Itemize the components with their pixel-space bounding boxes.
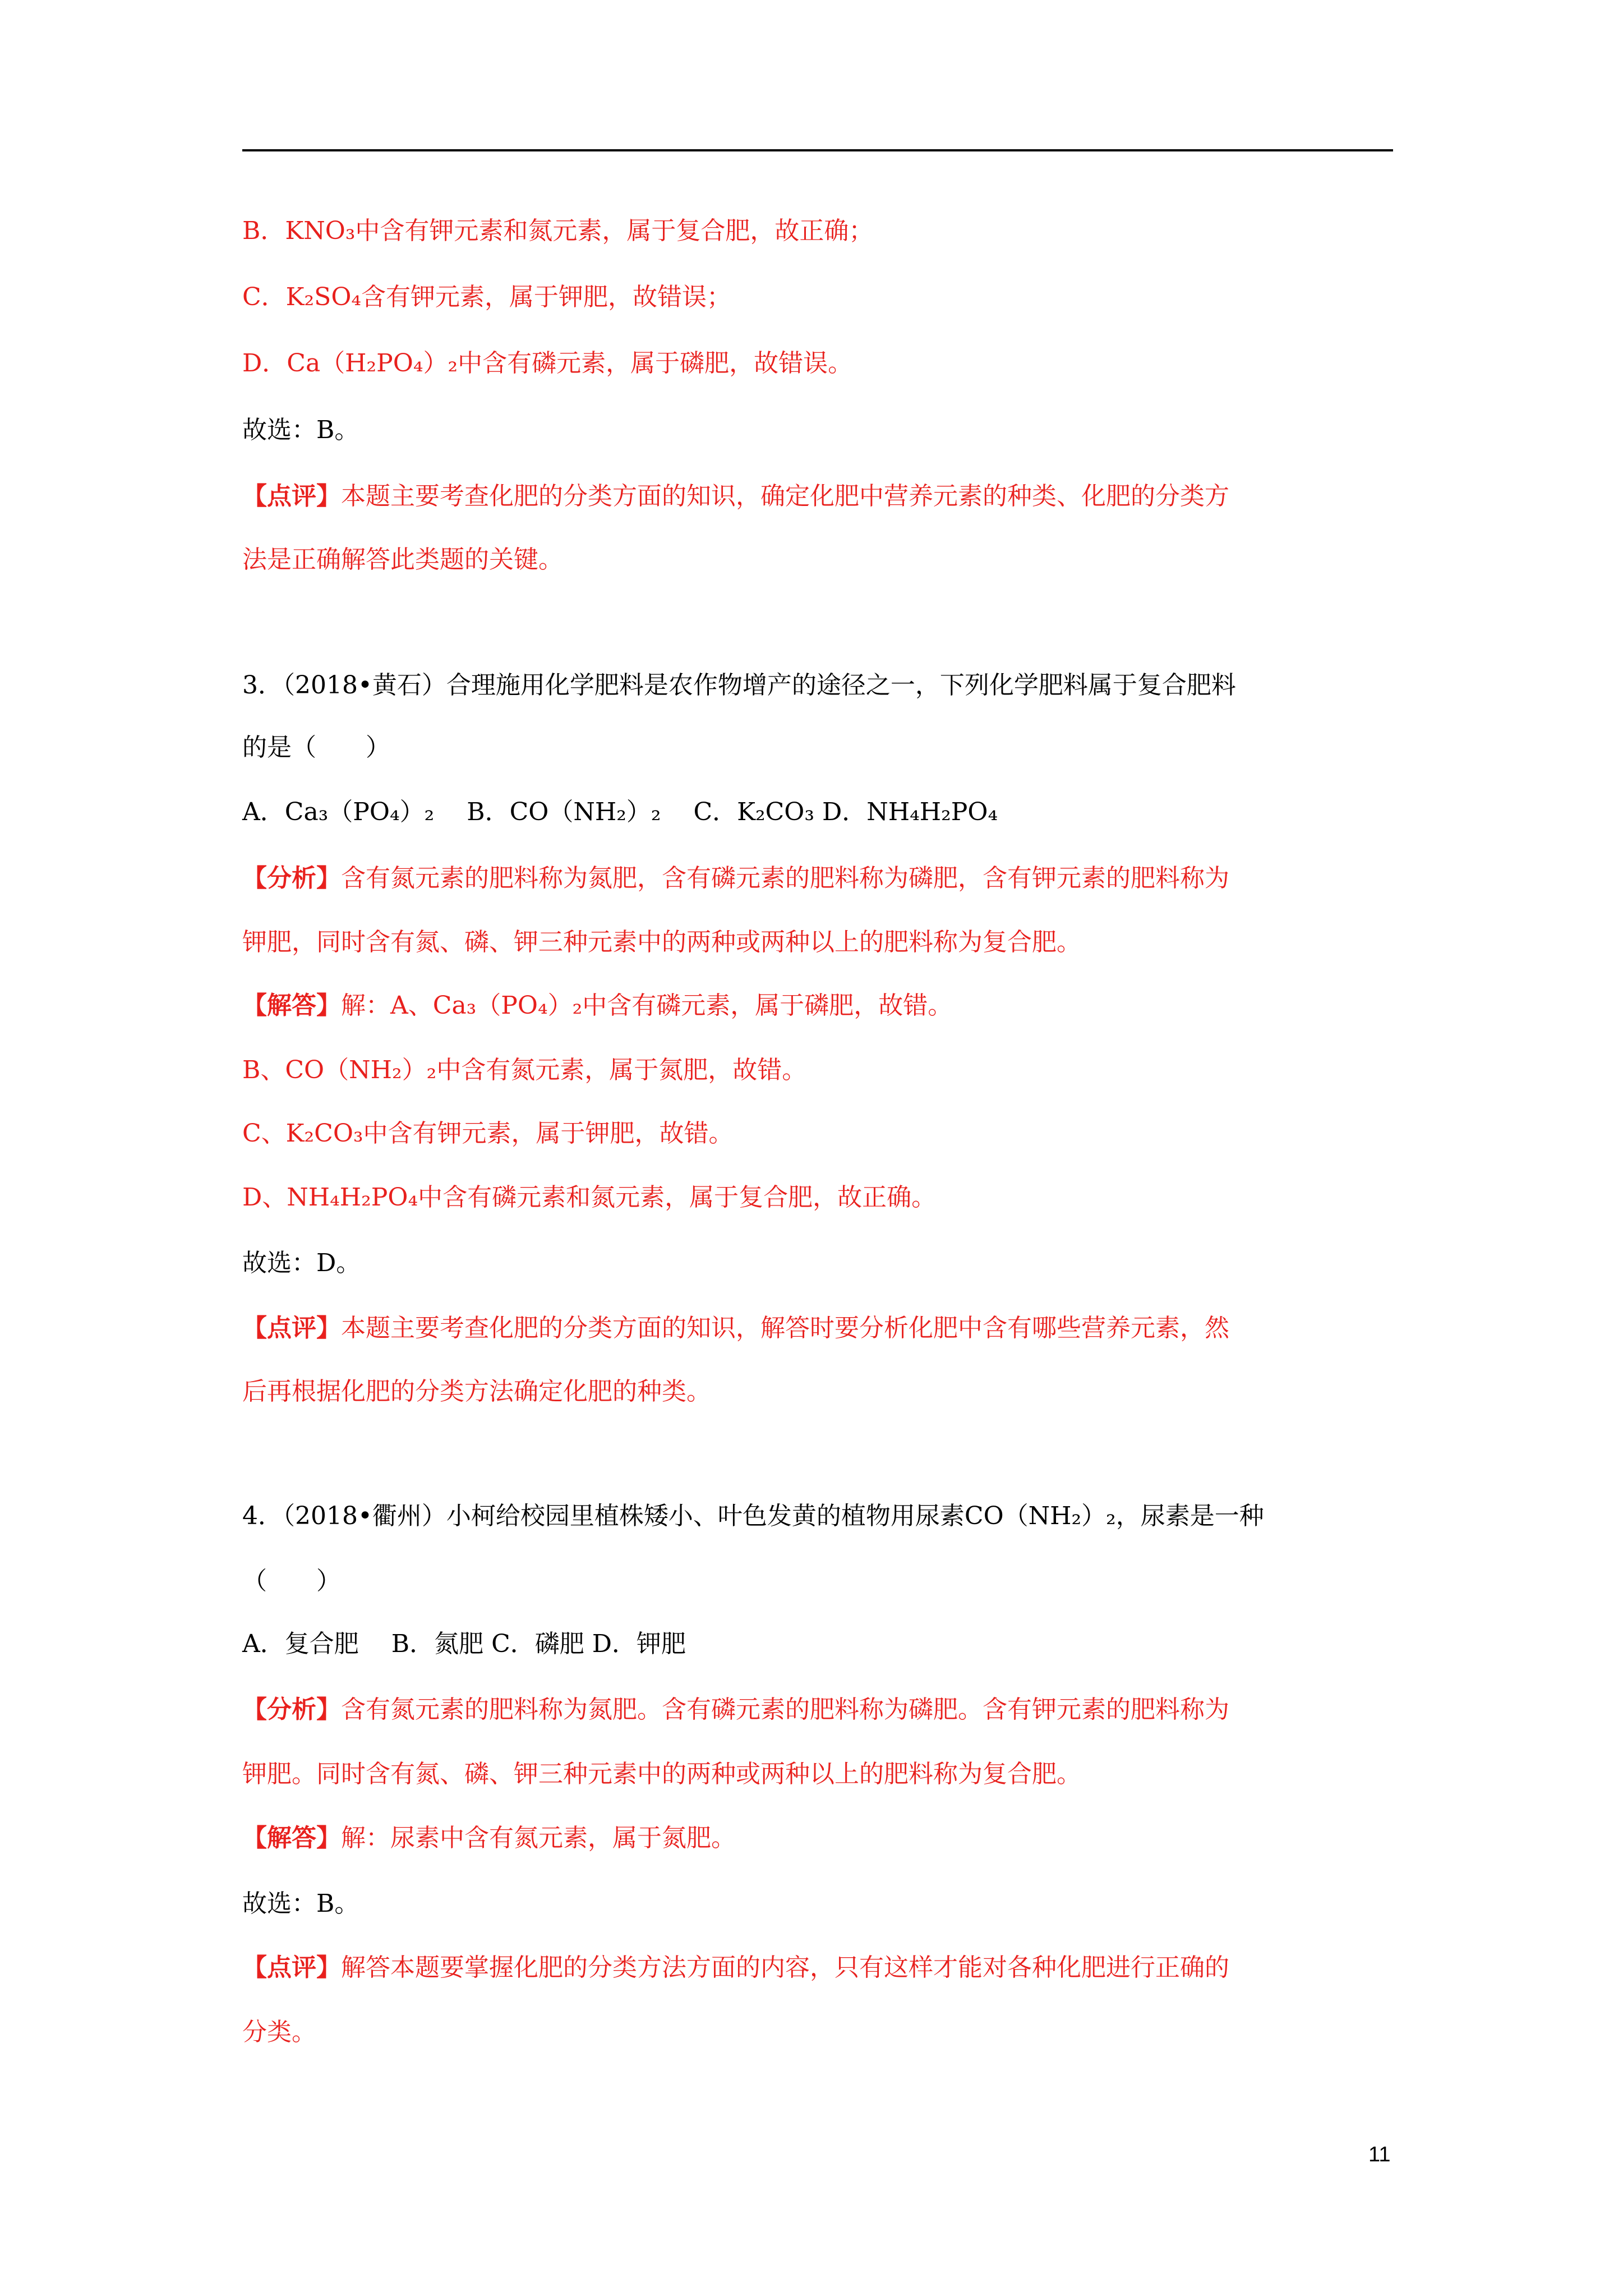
q3-comment-line-2: 后再根据化肥的分类方法确定化肥的种类。 xyxy=(242,1377,711,1406)
q3-stem-line-1: 3．（2018•黄石）合理施用化学肥料是农作物增产的途径之一，下列化学肥料属于复合肥料 xyxy=(242,671,1236,700)
q3-analysis-line-1 xyxy=(242,862,1229,895)
answer-tag: 【解答】 xyxy=(242,991,341,1020)
header-rule xyxy=(242,149,1393,151)
page-number: 11 xyxy=(1368,2143,1391,2166)
q4-options: A．复合肥 B．氮肥 C．磷肥 D．钾肥 xyxy=(242,1630,686,1658)
q3-final-choice: 故选：D。 xyxy=(242,1249,361,1277)
q3-answer-text-1: 解：A、Ca₃（PO₄）₂中含有磷元素，属于磷肥，故错。 xyxy=(341,991,953,1020)
q4-answer-text-1: 解：尿素中含有氮元素，属于氮肥。 xyxy=(341,1824,736,1852)
q2-comment-text-1: 本题主要考查化肥的分类方面的知识，确定化肥中营养元素的种类、化肥的分类方 xyxy=(341,482,1229,510)
q2-comment-line-1 xyxy=(242,480,1229,513)
q4-answer-line-1 xyxy=(242,1821,736,1855)
q3-stem-line-2: 的是（ ） xyxy=(242,733,390,762)
q2-option-c-explanation: C．K₂SO₄含有钾元素，属于钾肥，故错误； xyxy=(242,283,732,311)
analysis-tag: 【分析】 xyxy=(242,864,341,892)
q4-analysis-line-1 xyxy=(242,1693,1229,1727)
comment-tag: 【点评】 xyxy=(242,1953,341,1982)
q2-option-b-explanation: B．KNO₃中含有钾元素和氮元素，属于复合肥，故正确； xyxy=(242,217,874,245)
comment-tag: 【点评】 xyxy=(242,1314,341,1342)
q4-stem-line-1: 4．（2018•衢州）小柯给校园里植株矮小、叶色发黄的植物用尿素CO（NH₂）₂，尿素是一种 xyxy=(242,1502,1264,1530)
q3-answer-line-2: B、CO（NH₂）₂中含有氮元素，属于氮肥，故错。 xyxy=(242,1056,807,1084)
q3-answer-line-1 xyxy=(242,989,952,1023)
q4-comment-text-1: 解答本题要掌握化肥的分类方法方面的内容，只有这样才能对各种化肥进行正确的 xyxy=(341,1953,1229,1982)
q2-comment-line-2: 法是正确解答此类题的关键。 xyxy=(242,545,563,574)
q4-analysis-line-2: 钾肥。同时含有氮、磷、钾三种元素中的两种或两种以上的肥料称为复合肥。 xyxy=(242,1760,1081,1788)
q4-comment-line-2: 分类。 xyxy=(242,2018,316,2046)
q4-stem-line-2: （ ） xyxy=(242,1567,341,1595)
q2-final-choice: 故选：B。 xyxy=(242,416,359,444)
comment-tag: 【点评】 xyxy=(242,482,341,510)
answer-tag: 【解答】 xyxy=(242,1824,341,1852)
q3-analysis-text-1: 含有氮元素的肥料称为氮肥，含有磷元素的肥料称为磷肥，含有钾元素的肥料称为 xyxy=(341,864,1229,892)
q3-analysis-line-2: 钾肥，同时含有氮、磷、钾三种元素中的两种或两种以上的肥料称为复合肥。 xyxy=(242,928,1081,956)
q3-comment-line-1 xyxy=(242,1312,1229,1345)
q2-option-d-explanation: D．Ca（H₂PO₄）₂中含有磷元素，属于磷肥，故错误。 xyxy=(242,349,853,378)
q3-answer-line-3: C、K₂CO₃中含有钾元素，属于钾肥，故错。 xyxy=(242,1119,734,1148)
q4-analysis-text-1: 含有氮元素的肥料称为氮肥。含有磷元素的肥料称为磷肥。含有钾元素的肥料称为 xyxy=(341,1695,1229,1724)
q3-answer-line-4: D、NH₄H₂PO₄中含有磷元素和氮元素，属于复合肥，故正确。 xyxy=(242,1183,937,1212)
q4-comment-line-1 xyxy=(242,1951,1229,1985)
q3-options: A．Ca₃（PO₄）₂ B．CO（NH₂）₂ C．K₂CO₃ D．NH₄H₂PO₄ xyxy=(242,798,998,826)
q4-final-choice: 故选：B。 xyxy=(242,1889,359,1918)
q3-comment-text-1: 本题主要考查化肥的分类方面的知识，解答时要分析化肥中含有哪些营养元素，然 xyxy=(341,1314,1229,1342)
analysis-tag: 【分析】 xyxy=(242,1695,341,1724)
